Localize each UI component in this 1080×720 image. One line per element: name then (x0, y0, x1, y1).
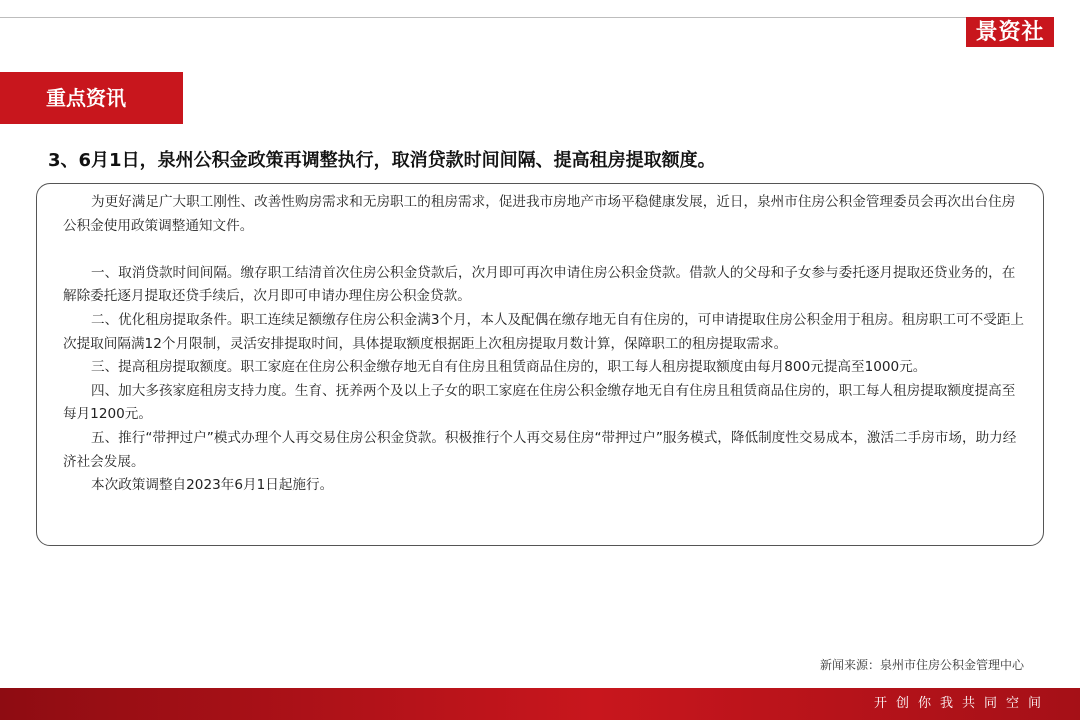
policy-item: 五、推行“带押过户”模式办理个人再交易住房公积金贷款。积极推行个人再交易住房“带押过户”服务模式，降低制度性交易成本，激活二手房市场，助力经济社会发展。 (63, 429, 1017, 470)
article-headline: 3、6月1日，泉州公积金政策再调整执行，取消贷款时间间隔、提高租房提取额度。 (48, 150, 716, 171)
top-divider (0, 17, 1030, 18)
footer-bar (0, 688, 1080, 720)
article-intro: 为更好满足广大职工刚性、改善性购房需求和无房职工的租房需求，促进我市房地产市场平稳健康发展，近日，泉州市住房公积金管理委员会再次出台住房公积金使用政策调整通知文件。 (63, 194, 1016, 234)
section-title: 重点资讯 (0, 72, 183, 124)
policy-item: 二、优化租房提取条件。职工连续足额缴存住房公积金满3个月，本人及配偶在缴存地无自有住房的，可申请提取住房公积金用于租房。租房职工可不受距上次提取间隔满12个月限制，灵活安排提取时间，具体提取额度根据距上次租房提取月数计算，保障职工的租房提取需求。 (63, 311, 1025, 352)
footer-slogan: 开创你我共同空间 (873, 696, 1050, 711)
policy-item: 四、加大多孩家庭租房支持力度。生育、抚养两个及以上子女的职工家庭在住房公积金缴存地无自有住房且租赁商品住房的，职工每人租房提取额度提高至每月1200元。 (63, 382, 1016, 423)
paragraph-spacer (63, 238, 1027, 262)
article-body (36, 183, 1044, 546)
policy-item: 一、取消贷款时间间隔。缴存职工结清首次住房公积金贷款后，次月即可再次申请住房公积金贷款。借款人的父母和子女参与委托逐月提取还贷业务的，在解除委托逐月提取还贷手续后，次月即可申请办理住房公积金贷款。 (63, 264, 1016, 305)
news-source: 新闻来源：泉州市住房公积金管理中心 (819, 658, 1024, 672)
brand-logo: 景资社 (966, 17, 1054, 47)
effective-date-note: 本次政策调整自2023年6月1日起施行。 (91, 477, 334, 494)
policy-item: 三、提高租房提取额度。职工家庭在住房公积金缴存地无自有住房且租赁商品住房的，职工每人租房提取额度由每月800元提高至1000元。 (91, 359, 927, 376)
